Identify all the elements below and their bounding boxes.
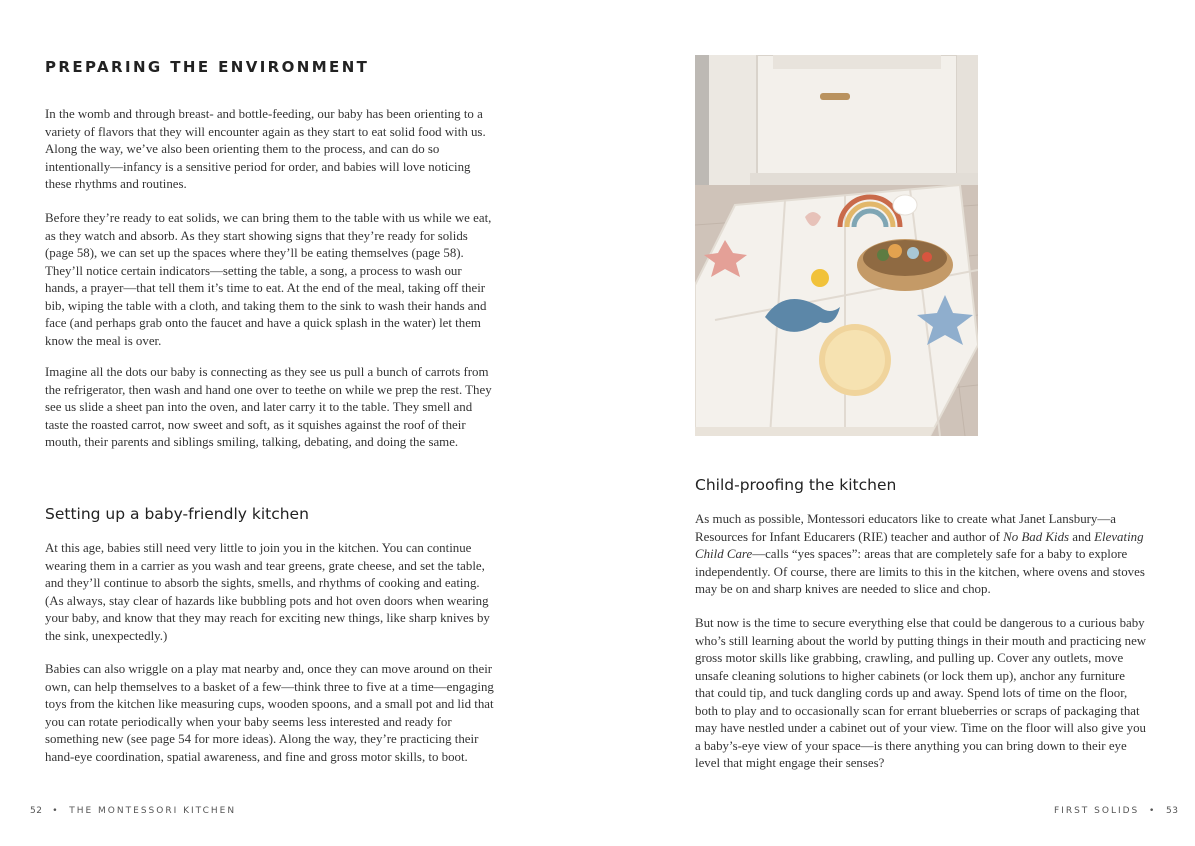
imagine-paragraph: Imagine all the dots our baby is connecting as they see us pull a bunch of carrots from the refrigerator, then wash and hand one over to teethe on while we prep the rest. They see us slide a sheet pan into the oven, and later carry it to the table. They smell and taste the roasted carrot, now sweet and soft, as it squishes against the roof of their mouth, their parents and siblings smiling, talking, debating, and doing the same. — [45, 365, 492, 449]
play-mat-paragraph: Babies can also wriggle on a play mat nearby and, once they can move around on their own, can help themselves to a basket of a few—think three to five at a time—engaging toys from the kitchen like measuring cups, wooden spoons, and a small pot and lid that you can rotate periodically when your baby seems less interested and ready for something new (see page 54 for more ideas). Along the way, they’re practicing their hand-eye coordination, spatial awareness, and fine and gross motor skills, to boot. — [45, 662, 494, 764]
secure-everything-paragraph: But now is the time to secure everything else that could be dangerous to a curious baby who’s still learning about the world by putting things in their mouth and practicing new gross motor skills like grabbing, crawling, and pulling up. Cover any outlets, move unsafe cleaning solutions to higher cabinets (or lock them up), anchor any furniture that could tip, and tuck dangling cords up and away. Spend lots of time on the floor, both to play and to occasionally scan for errant blueberries or scraps of packaging that may have nestled under a cabinet out of your view. Time on the floor will also give you a baby’s-eye view of your space—is there anything you can bring down to their eye level that might engage their senses? — [695, 616, 1147, 770]
section-title: PREPARING THE ENVIRONMENT — [45, 58, 370, 76]
before-solids-paragraph: Before they’re ready to eat solids, we can bring them to the table with us while we eat, as they watch and absorb. As they start showing signs that they’re ready for solids (page 58), we can set up the spaces where they’ll be eating themselves (page 58). They’ll notice certain indicators—setting the table, a song, a process to wash our hands, a prayer—that tell them it’s time to eat. At the end of the meal, taking off their bib, wiping the table with a cloth, and taking them to the sink to wash their hands and face (and perhaps grab onto the faucet and have a quick splash in the water) let them know the meal is over. — [45, 211, 492, 348]
left-page — [0, 0, 597, 846]
footer-bullet: • — [1149, 806, 1157, 816]
chapter-title: FIRST SOLIDS — [1054, 806, 1140, 816]
book-title-elevating-child-care: Elevating Child Care — [695, 529, 1144, 561]
this-age-paragraph: At this age, babies still need very little to join you in the kitchen. You can continue wearing them in a carrier as you wash and tear greens, grate cheese, and set the table, and they’ll continue to absorb the sights, smells, and rhythms of cooking and eating. (As always, stay clear of hazards like bubbling pots and hot oven doors when wearing your baby, and know that they may reach for exciting new things, like sharp knives by the sink, unexpectedly.) — [45, 541, 490, 643]
yes-spaces-paragraph — [695, 511, 1147, 599]
right-page — [597, 0, 1195, 846]
subheading-baby-friendly-kitchen: Setting up a baby-friendly kitchen — [45, 505, 309, 523]
footer-bullet: • — [52, 806, 60, 816]
subheading-child-proofing: Child-proofing the kitchen — [695, 476, 897, 494]
book-title: THE MONTESSORI KITCHEN — [69, 806, 237, 816]
yes-spaces-text-a: As much as possible, Montessori educators like to create what Janet Lansbury—a Resources for Infant Educarers (RIE) teacher and author of — [695, 512, 1116, 544]
play-mat-photo — [695, 55, 978, 436]
book-title-no-bad-kids: No Bad Kids — [1003, 529, 1070, 544]
yes-spaces-text-c: —calls “yes spaces”: areas that are completely safe for a baby to explore independently. Of course, there are limits to this in the kitchen, where ovens and stoves may be on and sharp knives are needed to slice and chop. — [695, 547, 1145, 596]
left-footer — [30, 806, 236, 816]
page-number-right: 53 — [1166, 806, 1179, 816]
yes-spaces-text-b: and — [1069, 529, 1095, 544]
page-number-left: 52 — [30, 806, 43, 816]
right-footer — [1054, 806, 1179, 816]
intro-paragraph: In the womb and through breast- and bottle-feeding, our baby has been orienting to a variety of flavors that they will encounter again as they start to eat solid food with us. Along the way, we’ve also been orienting them to the process, and can do so intentionally—infancy is a sensitive period for order, and babies will love noticing these rhythms and routines. — [45, 107, 486, 191]
